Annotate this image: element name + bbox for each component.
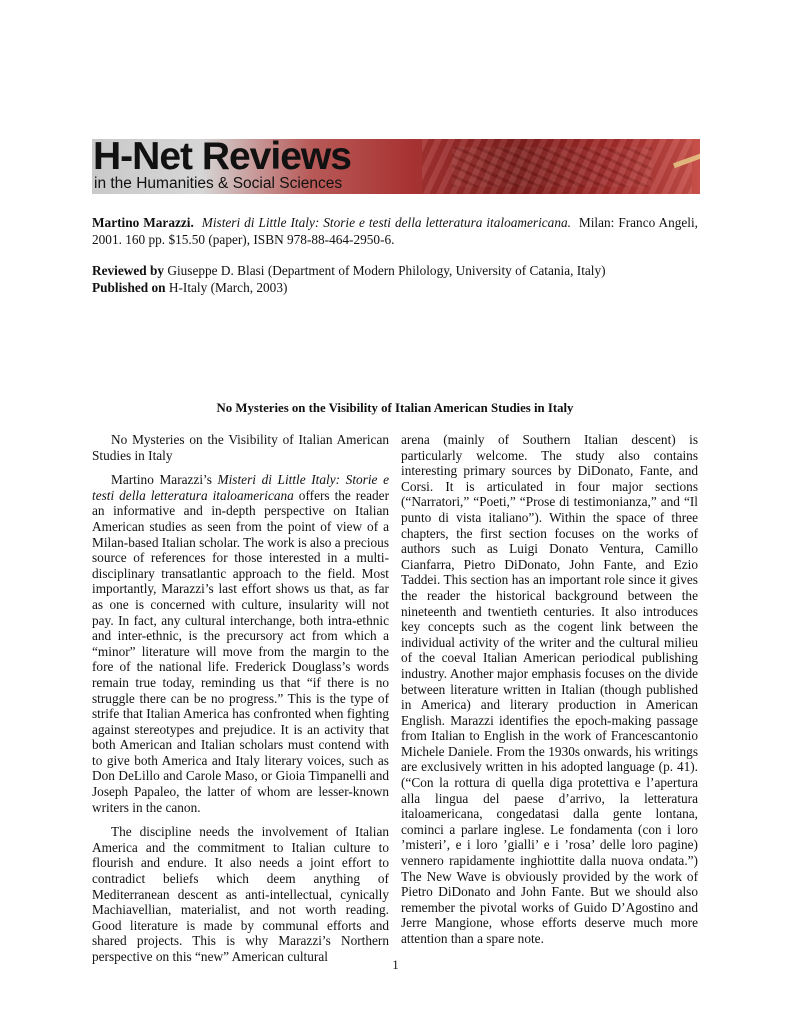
hnet-banner <box>92 139 700 194</box>
article-title: No Mysteries on the Visibility of Italian American Studies in Italy <box>216 401 574 415</box>
paragraph-3-continued: arena (mainly of Southern Italian descent) is particularly welcome. The study also contains interesting primary sources by DiDonato, Fante, and Corsi. It is articulated in four major sections (“Narratori,” “Poeti,” “Prose di testimonianza,” and “Il punto di vista italiano”). Within the space of three chapters, the first section focuses on the works of authors such as Luigi Donato Ventura, Camillo Cianfarra, Pietro DiDonato, John Fante, and Ezio Taddei. This section has an important role since it gives the reader the historical background between the nineteenth and twentieth centuries. It also introduces key concepts such as the cogent link between the individual activity of the writer and the cultural milieu of the coeval Italian American periodical publishing industry. Another major emphasis focuses on the divide between literature written in Italian (though published in America) and literary production in American English. Marazzi identifies the epoch-making passage from Italian to English in the work of Francescantonio Michele Daniele. From the 1930s onwards, his writings are exclusively written in his adopted language (p. 41). (“Con la rottura di quella diga protettiva e l’apertura alla lingua del paese d’arrivo, la letteratura italoamericana, congedatasi dalla gente lontana, cominci a parlare inglese. Le fondamenta (con i loro ’misteri’, e i loro ’gialli’ e i ’rosa’ delle loro pagine) vennero rapidamente inghiottite dalla nuova ondata.”) The New Wave is obviously provided by the work of Pietro DiDonato and John Fante. But we should also remember the pivotal works of Guido D’Agostino and Jerre Mangione, whose efforts deserve much more attention than a spare note. <box>401 432 698 946</box>
published-venue: H-Italy (March, 2003) <box>168 280 288 295</box>
paragraph-2: Martino Marazzi’s Misteri di Little Italy: Storie e testi della letteratura italoamericana offers the reader an informative and in-depth perspective on Italian American studies as seen from the point of view of a Milan-based Italian scholar. The work is also a precious source of references for those interested in a multi-disciplinary transatlantic approach to the field. Most importantly, Marazzi’s last effort shows us that, as far as one is concerned with culture, insularity will not pay. In fact, any cultural interchange, both intra-ethnic and inter-ethnic, is the precursory act from which a “minor” literature will move from the margin to the fore of the national life. Frederick Douglass’s words remain true today, reminding us that “if there is no struggle there can be no progress.” This is the type of strife that Italian America has confronted when fighting against stereotypes and prejudice. It is an activity that both American and Italian scholars must contend with to give both America and Italy literary voices, such as Don DeLillo and Carole Maso, or Gioia Timpanelli and Joseph Papaleo, the latter of whom are lesser-known writers in the canon. <box>92 472 390 815</box>
review-meta <box>92 262 698 296</box>
reviewer: Giuseppe D. Blasi (Department of Modern Philology, University of Catania, Italy) <box>167 263 606 278</box>
banner-subtitle: in the Humanities & Social Sciences <box>94 175 343 192</box>
paragraph-3: The discipline needs the involvement of Italian America and the commitment to Italian culture to flourish and endure. It also needs a joint effort to contradict beliefs which deem anything of Mediterranean descent as anti-intellectual, cynically Machiavellian, materialist, and not worth reading. Good literature is made by communal efforts and shared projects. This is why Marazzi’s Northern perspective on this “new” American cultural <box>92 824 389 964</box>
book-citation <box>92 214 698 248</box>
banner-title: H-Net Reviews <box>93 139 351 178</box>
citation-book-title: Misteri di Little Italy: Storie e testi della letteratura italoamericana. <box>201 215 571 230</box>
left-column <box>92 432 389 974</box>
paragraph-1: No Mysteries on the Visibility of Italian American Studies in Italy <box>92 432 389 463</box>
book-title-inline: Misteri di Little Italy: Storie e testi della letteratura italoamericana <box>92 472 389 503</box>
reviewed-by-label: Reviewed by <box>92 263 165 278</box>
page-number: 1 <box>392 958 399 972</box>
citation-details: Milan: Franco Angeli, 2001. 160 pp. $15.50 (paper), ISBN 978-88-464-2950-6. <box>92 215 698 247</box>
published-on-label: Published on <box>92 280 166 295</box>
citation-author: Martino Marazzi. <box>92 215 194 230</box>
right-column <box>401 432 698 956</box>
banner-texture <box>452 147 652 187</box>
